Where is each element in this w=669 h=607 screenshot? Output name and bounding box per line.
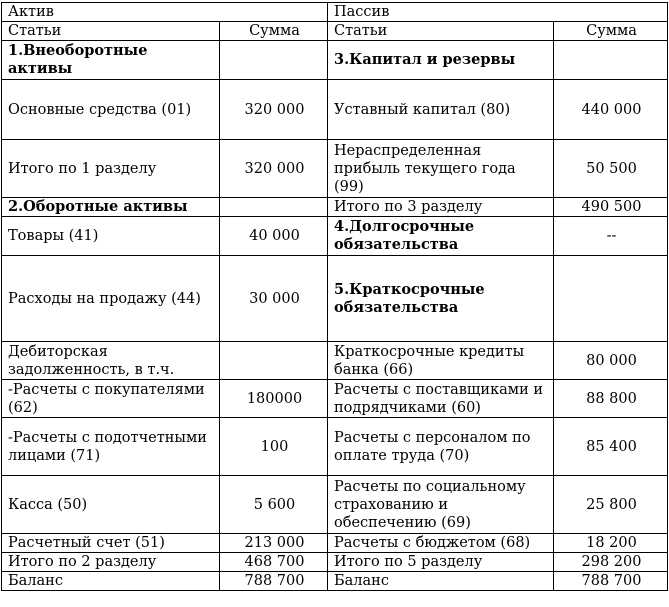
aktiv-header: Актив (2, 3, 328, 22)
passiv-item: Баланс (328, 572, 554, 591)
aktiv-item: Итого по 2 разделу (2, 553, 220, 572)
table-row (2, 217, 668, 256)
aktiv-item: Баланс (2, 572, 220, 591)
aktiv-item: Итого по 1 разделу (2, 140, 220, 198)
aktiv-value: 100 (220, 418, 328, 476)
table-row (2, 140, 668, 198)
table-row (2, 553, 668, 572)
aktiv-value: 468 700 (220, 553, 328, 572)
table-row (2, 342, 668, 380)
aktiv-value: 213 000 (220, 534, 328, 553)
aktiv-value (220, 342, 328, 380)
passiv-item: 5.Краткосрочные обязательства (328, 256, 554, 342)
passiv-value: 18 200 (554, 534, 668, 553)
passiv-value: 490 500 (554, 198, 668, 217)
header-row-columns (2, 22, 668, 41)
aktiv-item: 1.Внеоборотные активы (2, 41, 220, 80)
passiv-item: Уставный капитал (80) (328, 80, 554, 140)
passiv-value (554, 256, 668, 342)
header-row-sides (2, 3, 668, 22)
aktiv-item: Расходы на продажу (44) (2, 256, 220, 342)
aktiv-value: 30 000 (220, 256, 328, 342)
passiv-item: Итого по 5 разделу (328, 553, 554, 572)
passiv-item: 3.Капитал и резервы (328, 41, 554, 80)
aktiv-item: Касса (50) (2, 476, 220, 534)
aktiv-item: Расчетный счет (51) (2, 534, 220, 553)
passiv-value: -- (554, 217, 668, 256)
passiv-value: 50 500 (554, 140, 668, 198)
aktiv-value (220, 41, 328, 80)
aktiv-item: Дебиторская задолженность, в т.ч. (2, 342, 220, 380)
aktiv-items-header: Статьи (2, 22, 220, 41)
table-row (2, 418, 668, 476)
passiv-item: Нераспределенная прибыль текущего года (99) (328, 140, 554, 198)
aktiv-item: -Расчеты с покупателями (62) (2, 380, 220, 418)
aktiv-value: 788 700 (220, 572, 328, 591)
passiv-value: 440 000 (554, 80, 668, 140)
aktiv-sum-header: Сумма (220, 22, 328, 41)
aktiv-value: 40 000 (220, 217, 328, 256)
passiv-value: 88 800 (554, 380, 668, 418)
passiv-value: 85 400 (554, 418, 668, 476)
passiv-value: 80 000 (554, 342, 668, 380)
passiv-value: 298 200 (554, 553, 668, 572)
aktiv-value: 320 000 (220, 140, 328, 198)
balance-table (1, 2, 668, 591)
aktiv-item: 2.Оборотные активы (2, 198, 220, 217)
aktiv-value: 320 000 (220, 80, 328, 140)
aktiv-value (220, 198, 328, 217)
table-row (2, 80, 668, 140)
passiv-item: Итого по 3 разделу (328, 198, 554, 217)
passiv-value: 25 800 (554, 476, 668, 534)
table-row (2, 256, 668, 342)
table-row (2, 380, 668, 418)
passiv-value (554, 41, 668, 80)
aktiv-item: Основные средства (01) (2, 80, 220, 140)
table-row (2, 476, 668, 534)
passiv-item: Расчеты с персоналом по оплате труда (70) (328, 418, 554, 476)
passiv-item: 4.Долгосрочные обязательства (328, 217, 554, 256)
passiv-header: Пассив (328, 3, 668, 22)
passiv-sum-header: Сумма (554, 22, 668, 41)
table-row (2, 572, 668, 591)
table-row (2, 198, 668, 217)
aktiv-value: 5 600 (220, 476, 328, 534)
passiv-items-header: Статьи (328, 22, 554, 41)
passiv-item: Расчеты по социальному страхованию и обеспечению (69) (328, 476, 554, 534)
table-row (2, 534, 668, 553)
aktiv-item: Товары (41) (2, 217, 220, 256)
passiv-item: Расчеты с бюджетом (68) (328, 534, 554, 553)
aktiv-value: 180000 (220, 380, 328, 418)
table-row (2, 41, 668, 80)
aktiv-item: -Расчеты с подотчетными лицами (71) (2, 418, 220, 476)
passiv-item: Краткосрочные кредиты банка (66) (328, 342, 554, 380)
passiv-item: Расчеты с поставщиками и подрядчиками (60) (328, 380, 554, 418)
passiv-value: 788 700 (554, 572, 668, 591)
